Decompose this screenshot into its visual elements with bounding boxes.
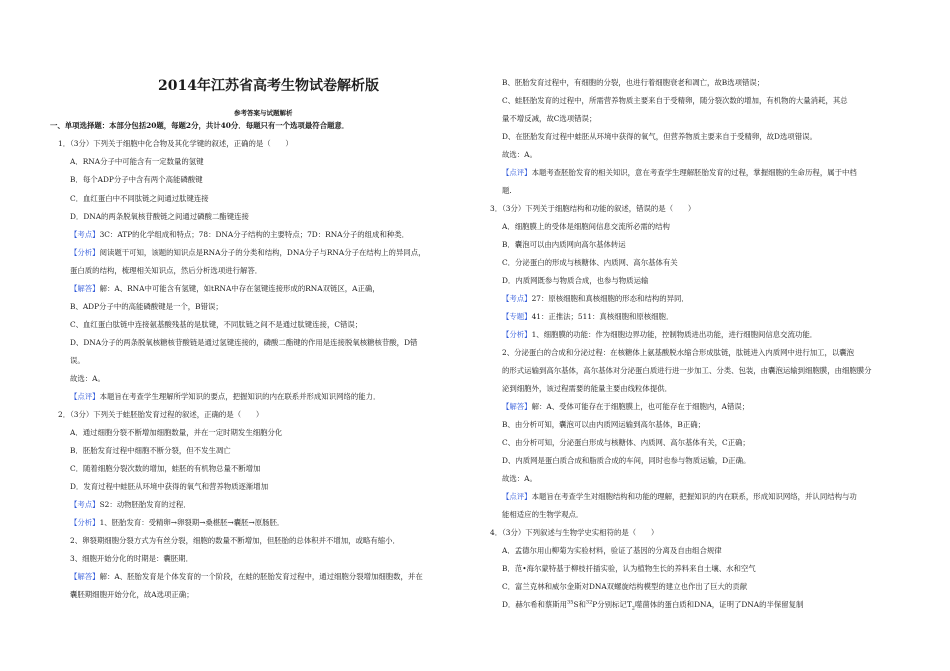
page-title: 2014年江苏省高考生物试卷解析版 [158, 78, 379, 94]
q3-jieda-line: C、由分析可知，分泌蛋白形成与核糖体、内质网、高尔基体有关，C正确； [502, 438, 750, 447]
q1-option-d: D．DNA的两条脱氧核苷酸链之间通过磷酸二酯键连接 [70, 212, 249, 221]
q4-option-d: D．赫尔希和蔡斯用$^{35}$S和$^{32}$P分别标记$T_2$噬菌体的蛋白质和DNA，证明了DNA的半保留复制 [502, 599, 804, 612]
tag-fenxi: 【分析】 [70, 518, 100, 527]
q2-jieda-line: 囊胚期细胞开始分化，故A选项正确； [70, 590, 194, 599]
q2-fenxi-line: 3、细胞开始分化的时期是：囊胚期． [70, 554, 193, 563]
q1-option-a: A．RNA分子中可能含有一定数量的氢键 [70, 157, 204, 166]
q1-jieda-line: B、ADP分子中的高能磷酸键是一个，B错误； [70, 302, 223, 311]
q2-fenxi-line: 2、卵裂期细胞分裂方式为有丝分裂，细胞的数量不断增加，但胚胎的总体积并不增加，或略有缩小． [70, 536, 400, 545]
q3-jieda-line: B、由分析可知，囊泡可以由内质网运输到高尔基体，B正确； [502, 420, 706, 429]
tag-dianping: 【点评】 [502, 168, 532, 177]
q3-kaodian: 【考点】27：原核细胞和真核细胞的形态和结构的异同． [502, 294, 689, 303]
page-subtitle: 参考答案与试题解析 [234, 109, 293, 117]
q2-option-c: C．随着细胞分裂次数的增加，蛙胚的有机物总量不断增加 [70, 464, 261, 473]
tag-jieda: 【解答】 [70, 284, 100, 293]
q1-dianping: 【点评】本题旨在考查学生理解所学知识的要点，把握知识的内在联系并形成知识网络的能力． [70, 392, 381, 401]
tag-dianping: 【点评】 [70, 392, 100, 401]
q3-jieda: 【解答】解：A、受体可能存在于细胞膜上，也可能存在于细胞内，A错误； [502, 402, 750, 411]
tag-zhuanti: 【专题】 [502, 312, 532, 321]
q1-jieda-line: 误。 [70, 356, 85, 365]
q2-jieda-line: B、胚胎发育过程中，有细胞的分裂，也进行着细胞衰老和凋亡，故B选项错误； [502, 78, 765, 87]
q3-jieda-line: D、内质网是蛋白质合成和脂质合成的车间，同时也参与物质运输，D正确。 [502, 456, 751, 465]
q2-kaodian: 【考点】S2：动物胚胎发育的过程． [70, 500, 191, 509]
q2-option-a: A．通过细胞分裂不断增加细胞数量，并在一定时期发生细胞分化 [70, 428, 283, 437]
q4-option-b: B．范•海尔蒙特基于柳枝扦插实验，认为植物生长的养料来自土壤、水和空气 [502, 564, 756, 573]
q3-fenxi-line: 的形式运输到高尔基体，高尔基体对分泌蛋白质进行进一步加工、分类、包装，由囊泡运输到细胞膜，由细胞膜分 [502, 366, 872, 375]
q2-answer: 故选：A。 [502, 150, 537, 159]
q2-option-b: B．胚胎发育过程中细胞不断分裂，但不发生凋亡 [70, 446, 231, 455]
q3-zhuanti: 【专题】41：正推法；511：真核细胞和原核细胞． [502, 312, 674, 321]
q2-dianping-line: 题. [502, 186, 512, 195]
q2-jieda-line: C、蛙胚胎发育的过程中，所需营养物质主要来自于受精卵，随分裂次数的增加，有机物的大量消耗，其总 [502, 96, 848, 105]
tag-fenxi: 【分析】 [502, 330, 532, 339]
q1-fenxi-line: 蛋白质的结构，梳理相关知识点，然后分析选项进行解答． [70, 266, 263, 275]
q1-jieda-line: C、血红蛋白肽链中连接氨基酸残基的是肽键，不同肽链之间不是通过肽键连接，C错误； [70, 320, 363, 329]
tag-kaodian: 【考点】 [502, 294, 532, 303]
q2-jieda-line: D、在胚胎发育过程中蛙胚从环境中获得的氧气，但营养物质主要来自于受精卵，故D选项错误。 [502, 132, 817, 141]
q1-answer: 故选：A。 [70, 374, 105, 383]
q2-jieda: 【解答】解：A、胚胎发育是个体发育的一个阶段，在蛙的胚胎发育过程中，通过细胞分裂增加细胞数，并在 [70, 572, 423, 581]
q4-option-a: A．孟德尔用山柳菊为实验材料，验证了基因的分离及自由组合规律 [502, 546, 722, 555]
q2-jieda-line: 量不增反减，故C选项错误； [502, 114, 597, 123]
q2-option-d: D．发育过程中蛙胚从环境中获得的氧气和营养物质逐渐增加 [70, 482, 269, 491]
q3-fenxi: 【分析】1、细胞膜的功能：作为细胞边界功能，控制物质进出功能，进行细胞间信息交流功能． [502, 330, 818, 339]
q1-option-b: B．每个ADP分子中含有两个高能磷酸键 [70, 175, 203, 184]
q1-fenxi: 【分析】阅读题干可知，该题的知识点是RNA分子的分类和结构，DNA分子与RNA分子在结构上的异同点， [70, 248, 426, 257]
q2-fenxi: 【分析】1、胚胎发育：受精卵→卵裂期→桑椹胚→囊胚→原肠胚． [70, 518, 285, 527]
q3-option-d: D．内质网既参与物质合成，也参与物质运输 [502, 276, 649, 285]
q3-dianping: 【点评】本题旨在考查学生对细胞结构和功能的理解，把握知识的内在联系，形成知识网络，并认同结构与功 [502, 492, 857, 501]
q3-fenxi-line: 泌到细胞外，该过程需要的能量主要由线粒体提供． [502, 384, 672, 393]
question-1-stem: 1．（3分）下列关于细胞中化合物及其化学键的叙述，正确的是（ ） [58, 139, 293, 148]
tag-jieda: 【解答】 [502, 402, 532, 411]
tag-kaodian: 【考点】 [70, 500, 100, 509]
question-3-stem: 3．（3分）下列关于细胞结构和功能的叙述，错误的是（ ） [490, 204, 696, 213]
tag-jieda: 【解答】 [70, 572, 100, 581]
tag-kaodian: 【考点】 [70, 230, 100, 239]
q3-dianping-line: 能相适应的生物学观点． [502, 510, 584, 519]
q3-fenxi-line: 2、分泌蛋白的合成和分泌过程：在核糖体上氨基酸脱水缩合形成肽链，肽链进入内质网中进行加工，以囊泡 [502, 348, 855, 357]
q4-option-c: C．富兰克林和威尔金斯对DNA双螺旋结构模型的建立也作出了巨大的贡献 [502, 582, 748, 591]
q1-jieda-line: D、DNA分子的两条脱氧核糖核苷酸链是通过氢键连接的，磷酸二酯键的作用是连接脱氧核糖核苷酸，D错 [70, 338, 418, 347]
q3-option-b: B．囊泡可以由内质网向高尔基体转运 [502, 240, 626, 249]
q3-option-c: C．分泌蛋白的形成与核糖体、内质网、高尔基体有关 [502, 258, 678, 267]
tag-fenxi: 【分析】 [70, 248, 100, 257]
question-2-stem: 2．（3分）下列关于蛙胚胎发育过程的叙述，正确的是（ ） [58, 410, 264, 419]
tag-dianping: 【点评】 [502, 492, 532, 501]
q1-option-c: C．血红蛋白中不同肽链之间通过肽键连接 [70, 194, 209, 203]
question-4-stem: 4．（3分）下列叙述与生物学史实相符的是（ ） [490, 528, 659, 537]
q2-dianping: 【点评】本题考查胚胎发育的相关知识，意在考查学生理解胚胎发育的过程，掌握细胞的生命历程，属于中档 [502, 168, 857, 177]
q1-jieda: 【解答】解：A、RNA中可能含有氢键，如tRNA中存在氢键连接形成的RNA双链区，A正确， [70, 284, 380, 293]
q3-answer: 故选：A。 [502, 474, 537, 483]
section-heading: 一、单项选择题：本部分包括20题，每题2分，共计40分．每题只有一个选项最符合题意． [50, 121, 350, 130]
q1-kaodian: 【考点】3C：ATP的化学组成和特点；78：DNA分子结构的主要特点；7D：RNA分子的组成和种类． [70, 230, 410, 239]
q3-option-a: A．细胞膜上的受体是细胞间信息交流所必需的结构 [502, 222, 670, 231]
